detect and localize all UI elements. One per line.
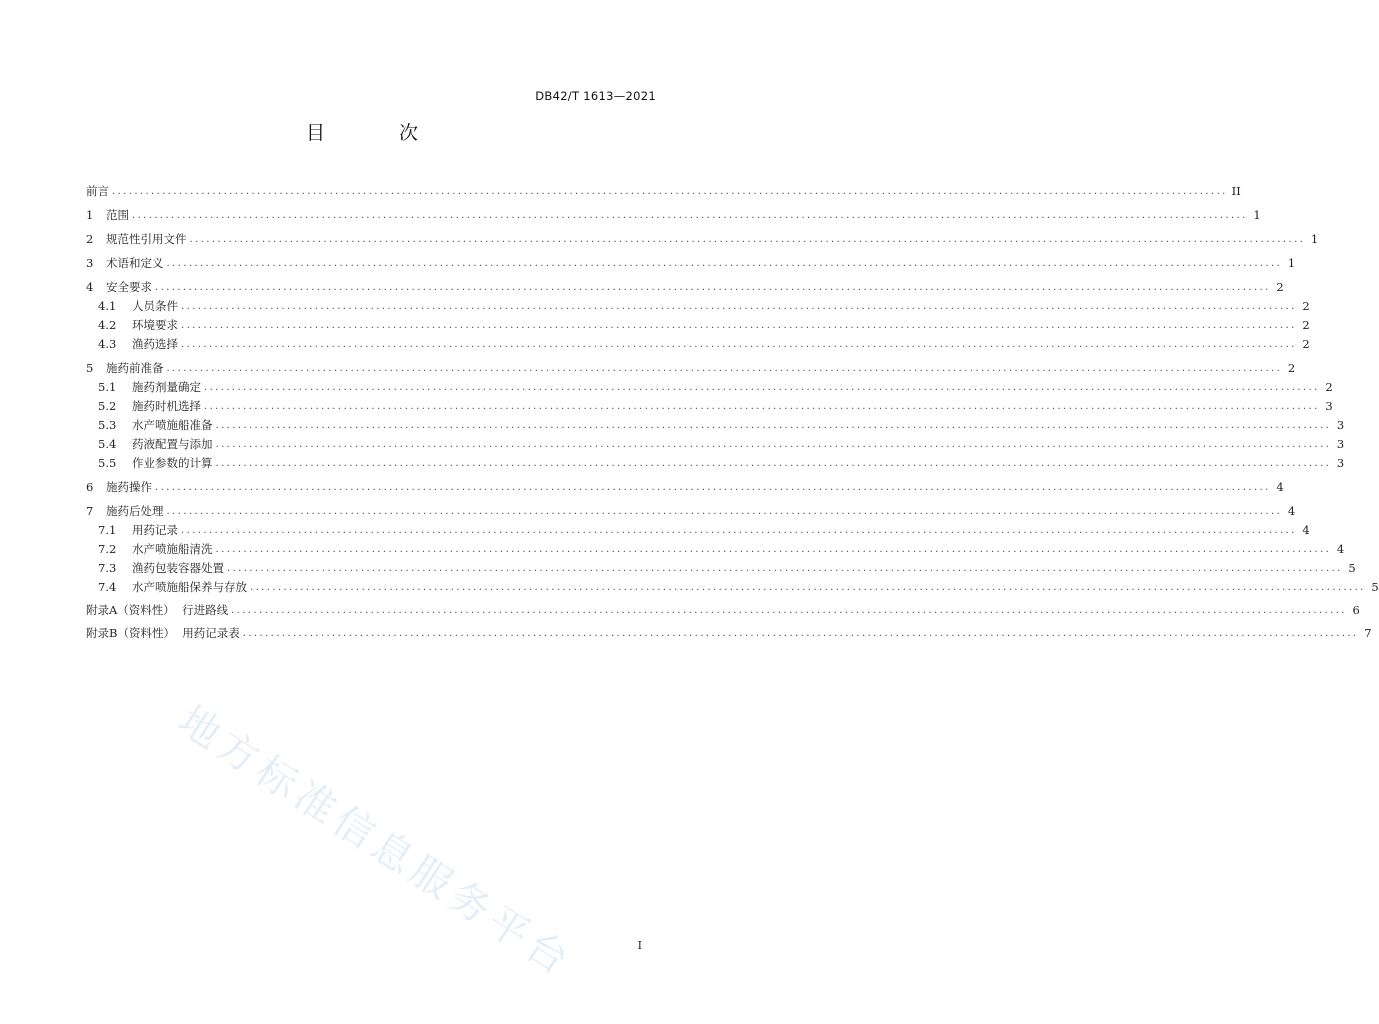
toc-entry[interactable] bbox=[86, 601, 1360, 619]
toc-entry[interactable] bbox=[98, 435, 1345, 453]
toc-entry-label: 施药后处理 bbox=[106, 504, 164, 518]
dot-leader: ........................................................................................................................................................................................................ bbox=[215, 544, 1332, 555]
toc-entry[interactable] bbox=[86, 478, 1284, 496]
dot-leader: ........................................................................................................................................................................................................ bbox=[112, 186, 1228, 197]
toc-entry[interactable] bbox=[98, 578, 1379, 596]
toc-entry-number: 7.3 bbox=[98, 561, 117, 575]
toc-entry-number: 4.1 bbox=[98, 299, 117, 313]
toc-entry-number: 5.4 bbox=[98, 437, 117, 451]
toc-entry-label: 渔药选择 bbox=[132, 337, 178, 351]
dot-leader: ........................................................................................................................................................................................................ bbox=[242, 628, 1359, 639]
dot-leader: ........................................................................................................................................................................................................ bbox=[215, 458, 1332, 469]
toc-entry-page: 3 bbox=[1336, 418, 1345, 432]
toc-entry-page: 2 bbox=[1276, 280, 1284, 294]
toc-entry-page: 1 bbox=[1310, 232, 1319, 246]
dot-leader: ........................................................................................................................................................................................................ bbox=[166, 258, 1283, 269]
toc-entry-page: 3 bbox=[1325, 399, 1333, 413]
toc-entry[interactable] bbox=[86, 502, 1296, 520]
toc-entry-number: 6 bbox=[86, 480, 94, 494]
toc-entry-label: 范围 bbox=[106, 208, 129, 222]
toc-entry-page: 2 bbox=[1302, 337, 1310, 351]
dot-leader: ........................................................................................................................................................................................................ bbox=[204, 401, 1320, 412]
dot-leader: ........................................................................................................................................................................................................ bbox=[215, 439, 1332, 450]
toc-entry-page: 1 bbox=[1287, 256, 1296, 270]
toc-entry-label: 水产喷施船保养与存放 bbox=[132, 580, 247, 594]
dot-leader: ........................................................................................................................................................................................................ bbox=[166, 506, 1283, 517]
page-title: 目 次 bbox=[305, 122, 453, 144]
toc-entry-label: 施药时机选择 bbox=[132, 399, 201, 413]
toc-entry[interactable] bbox=[86, 624, 1372, 642]
toc-entry[interactable] bbox=[98, 297, 1310, 315]
toc-entry-number: 4.3 bbox=[98, 337, 117, 351]
toc-entry-page: 5 bbox=[1371, 580, 1379, 594]
toc-entry[interactable] bbox=[86, 254, 1296, 272]
toc-entry-number: 4.2 bbox=[98, 318, 117, 332]
toc-entry[interactable] bbox=[98, 397, 1333, 415]
toc-entry[interactable] bbox=[86, 182, 1241, 200]
toc-entry-page: 4 bbox=[1276, 480, 1284, 494]
toc-entry-number: 7.4 bbox=[98, 580, 117, 594]
toc-entry-page: 6 bbox=[1352, 603, 1360, 617]
toc-entry-label: 药液配置与添加 bbox=[132, 437, 213, 451]
dot-leader: ........................................................................................................................................................................................................ bbox=[215, 420, 1332, 431]
dot-leader: ........................................................................................................................................................................................................ bbox=[231, 605, 1347, 616]
dot-leader: ........................................................................................................................................................................................................ bbox=[166, 363, 1283, 374]
toc-entry-label: 施药剂量确定 bbox=[132, 380, 201, 394]
toc-entry-page: 4 bbox=[1336, 542, 1345, 556]
toc-entry[interactable] bbox=[98, 335, 1310, 353]
toc-entry[interactable] bbox=[86, 359, 1296, 377]
page-number: I bbox=[637, 939, 642, 952]
standard-code: DB42/T 1613—2021 bbox=[535, 89, 656, 103]
toc-entry-number: 5.5 bbox=[98, 456, 117, 470]
toc-entry[interactable] bbox=[86, 230, 1319, 248]
toc-entry-page: 7 bbox=[1364, 626, 1372, 640]
toc-entry-page: 4 bbox=[1287, 504, 1296, 518]
toc-entry-number: 4 bbox=[86, 280, 94, 294]
toc-entry-number: 7.2 bbox=[98, 542, 117, 556]
toc-entry-label: 人员条件 bbox=[132, 299, 178, 313]
toc-entry-page: 2 bbox=[1302, 318, 1310, 332]
toc-entry-label: 环境要求 bbox=[132, 318, 178, 332]
toc-entry-page: 2 bbox=[1325, 380, 1333, 394]
toc-entry[interactable] bbox=[86, 278, 1284, 296]
toc-entry-label: 作业参数的计算 bbox=[132, 456, 213, 470]
toc-entry[interactable] bbox=[98, 316, 1310, 334]
toc-entry-label: 施药操作 bbox=[106, 480, 152, 494]
toc-entry-page: II bbox=[1231, 184, 1241, 198]
dot-leader: ........................................................................................................................................................................................................ bbox=[155, 482, 1271, 493]
dot-leader: ........................................................................................................................................................................................................ bbox=[250, 582, 1366, 593]
toc-entry-label: 安全要求 bbox=[106, 280, 152, 294]
toc-entry-label: 用药记录 bbox=[132, 523, 178, 537]
toc-entry[interactable] bbox=[98, 521, 1310, 539]
dot-leader: ........................................................................................................................................................................................................ bbox=[181, 339, 1297, 350]
toc-entry-page: 2 bbox=[1302, 299, 1310, 313]
toc-entry-label: 术语和定义 bbox=[106, 256, 164, 270]
toc-entry[interactable] bbox=[98, 378, 1333, 396]
toc-entry-page: 3 bbox=[1336, 437, 1345, 451]
dot-leader: ........................................................................................................................................................................................................ bbox=[227, 563, 1343, 574]
toc-entry-label: 附录B（资料性） 用药记录表 bbox=[86, 626, 240, 640]
dot-leader: ........................................................................................................................................................................................................ bbox=[181, 320, 1297, 331]
toc-entry-page: 4 bbox=[1302, 523, 1310, 537]
toc-entry-label: 附录A（资料性） 行进路线 bbox=[86, 603, 229, 617]
toc-entry[interactable] bbox=[86, 206, 1261, 224]
toc-entry[interactable] bbox=[98, 559, 1356, 577]
toc-entry-number: 7 bbox=[86, 504, 94, 518]
toc-entry[interactable] bbox=[98, 540, 1345, 558]
toc-entry-label: 水产喷施船清洗 bbox=[132, 542, 213, 556]
toc-entry-label: 施药前准备 bbox=[106, 361, 164, 375]
toc-entry-page: 2 bbox=[1287, 361, 1296, 375]
toc-entry-page: 3 bbox=[1336, 456, 1345, 470]
toc-entry-label: 规范性引用文件 bbox=[106, 232, 187, 246]
toc-entry-number: 7.1 bbox=[98, 523, 117, 537]
toc-entry-number: 1 bbox=[86, 208, 94, 222]
toc-entry-number: 5 bbox=[86, 361, 94, 375]
watermark: 地方标准信息服务平台 bbox=[170, 697, 581, 987]
dot-leader: ........................................................................................................................................................................................................ bbox=[204, 382, 1320, 393]
dot-leader: ........................................................................................................................................................................................................ bbox=[155, 282, 1271, 293]
toc-entry-number: 5.2 bbox=[98, 399, 117, 413]
toc-entry-label: 水产喷施船准备 bbox=[132, 418, 213, 432]
toc-entry[interactable] bbox=[98, 416, 1345, 434]
dot-leader: ........................................................................................................................................................................................................ bbox=[132, 210, 1248, 221]
dot-leader: ........................................................................................................................................................................................................ bbox=[181, 301, 1297, 312]
toc-entry-page: 1 bbox=[1253, 208, 1261, 222]
dot-leader: ........................................................................................................................................................................................................ bbox=[189, 234, 1306, 245]
toc-entry-page: 5 bbox=[1348, 561, 1356, 575]
toc-entry-number: 3 bbox=[86, 256, 94, 270]
toc-entry[interactable] bbox=[98, 454, 1345, 472]
toc-entry-number: 5.3 bbox=[98, 418, 117, 432]
dot-leader: ........................................................................................................................................................................................................ bbox=[181, 525, 1297, 536]
toc-entry-label: 渔药包装容器处置 bbox=[132, 561, 224, 575]
toc-entry-label: 前言 bbox=[86, 184, 109, 198]
toc-entry-number: 5.1 bbox=[98, 380, 117, 394]
toc-entry-number: 2 bbox=[86, 232, 94, 246]
